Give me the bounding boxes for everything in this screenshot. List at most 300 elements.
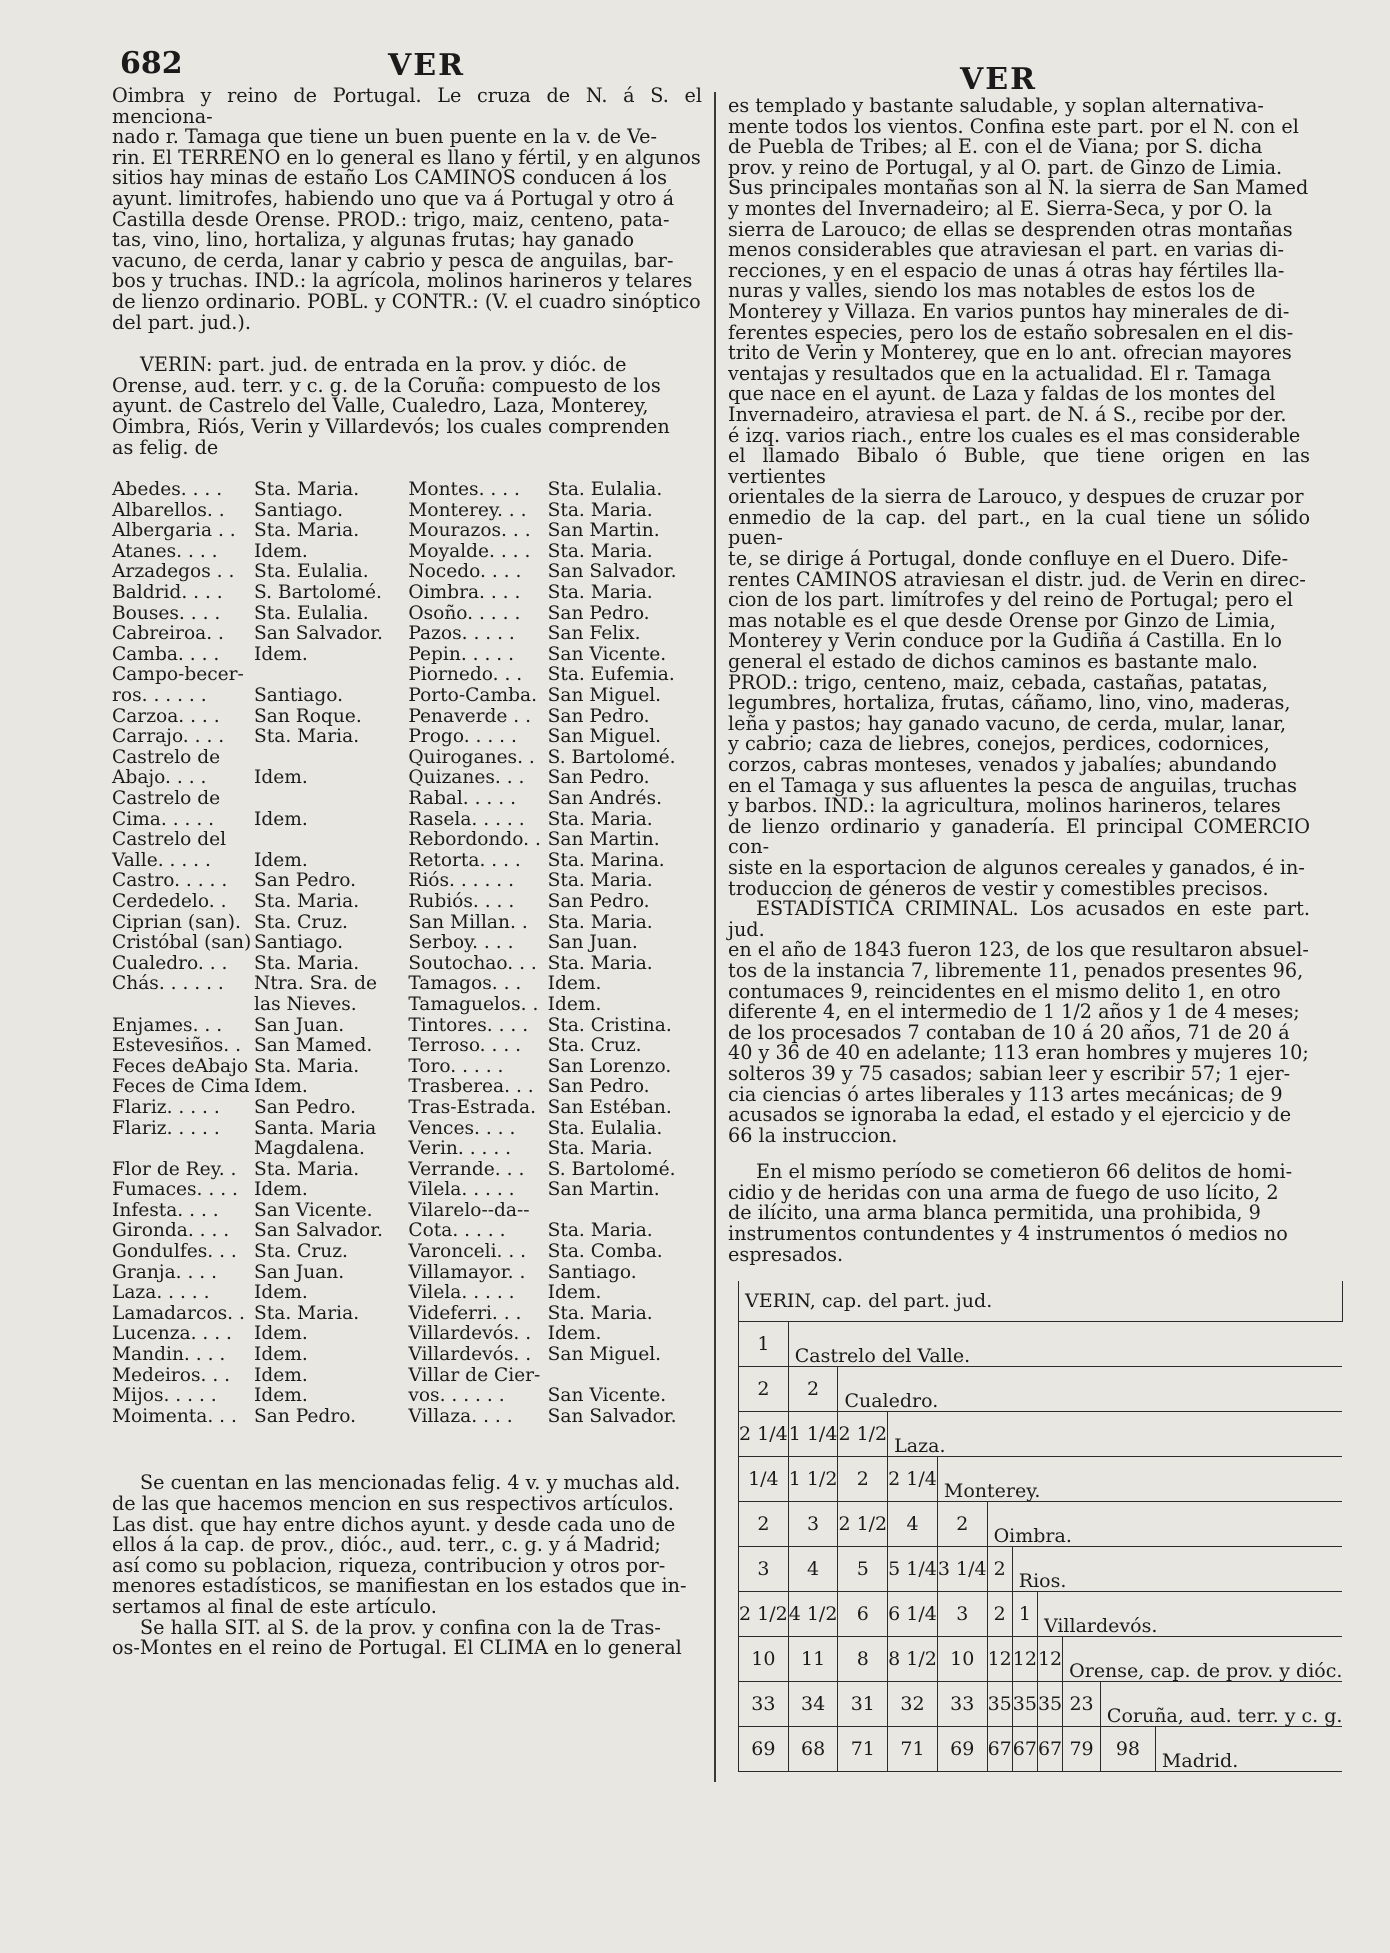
distance-value: 2 xyxy=(838,1457,888,1502)
parish-saint: Idem. xyxy=(254,643,308,665)
parish-saint: Sta. Cristina. xyxy=(547,1014,672,1036)
parish-saint: Santiago. xyxy=(547,1261,637,1283)
parish-saint: Ntra. Sra. de xyxy=(254,973,378,995)
text-line: mas notable es el que desde Orense por Ginzo de Limia, xyxy=(728,608,1276,632)
parish-name: Terroso. . . . xyxy=(408,1035,522,1057)
distance-value: 2 1/4 xyxy=(739,1412,789,1457)
parish-saint: Sta. Eulalia. xyxy=(547,1117,663,1139)
parish-row xyxy=(112,871,702,892)
parish-name: Abajo. . . . xyxy=(112,767,207,789)
text-line: de ilícito, una arma blanca permitida, una prohibida, 9 xyxy=(728,1201,1261,1225)
parish-row xyxy=(112,1201,702,1222)
distance-row-label: Monterey. xyxy=(937,1457,1342,1502)
distance-row xyxy=(739,1727,1343,1772)
distance-value: 2 xyxy=(739,1502,789,1547)
parish-name: Cabreiroa. . xyxy=(112,623,224,645)
text-line: Oimbra y reino de Portugal. Le cruza de N. á S. el menciona- xyxy=(112,84,702,128)
parish-row xyxy=(112,583,702,604)
text-line: ayunt. limitrofes, habiendo uno que va á Portugal y otro á xyxy=(112,186,675,210)
parish-name: Camba. . . . xyxy=(112,643,220,665)
parish-name: Soutochao. . . xyxy=(408,952,537,974)
text-line: es templado y bastante saludable, y soplan alternativa- xyxy=(728,94,1264,117)
parish-saint: San Pedro. xyxy=(547,890,650,912)
parish-name: Carrajo. . . . xyxy=(112,726,225,748)
parish-saint: Sta. Cruz. xyxy=(254,911,348,933)
parish-name: Varonceli. . . xyxy=(408,1241,527,1263)
parish-row xyxy=(112,542,702,563)
text-line: de Puebla de Tribes; al E. con el de Viana; por S. dicha xyxy=(728,135,1263,159)
distance-value: 2 xyxy=(987,1547,1012,1592)
parish-name: Moyalde. . . . xyxy=(408,540,531,562)
parish-name: Retorta. . . . xyxy=(408,849,521,871)
parish-name: Monterey. . . xyxy=(408,499,527,521)
text-line: ESTADÍSTICA CRIMINAL. Los acusados en este part. jud. xyxy=(728,897,1310,941)
text-line: cidio y de heridas con una arma de fuego de uso lícito, 2 xyxy=(728,1180,1279,1204)
parish-name xyxy=(112,1139,254,1160)
distance-value: 68 xyxy=(788,1727,838,1772)
text-line: corzos, cabras monteses, venados y jabalíes; abundando xyxy=(728,753,1277,776)
distance-value: 69 xyxy=(739,1727,789,1772)
parish-saint xyxy=(254,830,408,851)
text-line: de lienzo ordinario y ganadería. El principal COMERCIO con- xyxy=(728,814,1310,859)
parish-row xyxy=(112,1345,702,1366)
text-line: bos y truchas. IND.: la agrícola, molinos harineros y telares xyxy=(112,269,693,293)
parish-row xyxy=(112,1180,702,1201)
parish-saint: Idem. xyxy=(254,767,308,789)
parish-row xyxy=(112,1283,702,1304)
parish-saint: S. Bartolomé. xyxy=(254,582,382,604)
text-line: recciones, y en el espacio de unas á otras hay fértiles lla- xyxy=(728,258,1285,282)
parish-saint: San Roque. xyxy=(254,705,362,727)
parish-name: Castro. . . . . xyxy=(112,870,228,892)
text-line: del part. jud.). xyxy=(112,310,251,334)
distance-row-label: Castrelo del Valle. xyxy=(788,1322,1342,1367)
parish-saint: S. Bartolomé. xyxy=(547,1158,676,1180)
parish-row xyxy=(112,748,702,769)
parish-saint: San Pedro. xyxy=(547,1076,650,1098)
text-line: instrumentos contundentes y 4 instrumentos ó medios no xyxy=(728,1222,1288,1246)
distance-value: 3 xyxy=(937,1592,987,1637)
parish-saint: Sta. Maria. xyxy=(547,1138,653,1160)
parish-row xyxy=(112,830,702,851)
parish-name: Serboy. . . . xyxy=(408,932,514,954)
text-line: te, se dirige á Portugal, donde confluye en el Duero. Dife- xyxy=(728,547,1289,571)
distance-row-label: Coruña, aud. terr. y c. g. xyxy=(1100,1682,1342,1727)
text-line: en el año de 1843 fueron 123, de los que resultaron absuel- xyxy=(728,938,1309,962)
parish-saint: Sta. Maria. xyxy=(254,952,360,974)
text-line: sitios hay minas de estaño Los CAMINOS conducen á los xyxy=(112,166,667,190)
parish-saint: San Juan. xyxy=(254,1261,345,1283)
parish-saint: Santiago. xyxy=(254,685,344,707)
parish-name: Castrelo de xyxy=(112,746,221,768)
parish-row xyxy=(112,501,702,522)
distance-value: 2 1/2 xyxy=(838,1502,888,1547)
text-line: VERIN: part. jud. de entrada en la prov. y dióc. de xyxy=(140,353,627,377)
text-line: sierra de Larouco; de ellas se desprenden otras montañas xyxy=(728,217,1293,241)
text-line: rentes CAMINOS atraviesan el distr. jud. de Verin en direc- xyxy=(728,567,1306,591)
distance-value: 8 1/2 xyxy=(888,1637,938,1682)
parish-saint: Idem. xyxy=(547,993,602,1015)
parish-name: Progo. . . . . xyxy=(408,726,517,748)
parish-name: Tintores. . . . xyxy=(408,1014,529,1036)
parish-saint: San Lorenzo. xyxy=(547,1055,672,1077)
text-line: de lienzo ordinario. POBL. y CONTR.: (V. el cuadro sinóptico xyxy=(112,289,701,313)
distance-value: 6 xyxy=(838,1592,888,1637)
parish-saint: Sta. Eulalia. xyxy=(254,602,369,624)
distance-value: 12 xyxy=(1037,1637,1062,1682)
parish-name: Pepin. . . . . xyxy=(408,643,515,665)
parish-saint: San Salvador. xyxy=(254,1220,383,1242)
text-line: Las dist. que hay entre dichos ayunt. y desde cada uno de xyxy=(112,1512,676,1536)
distance-value: 2 xyxy=(987,1592,1012,1637)
parish-name: Feces deAbajo xyxy=(112,1055,249,1077)
parish-name: Rasela. . . . . xyxy=(408,808,525,830)
parish-name: Mourazos. . . xyxy=(408,520,531,542)
parish-name: Moimenta. . . xyxy=(112,1405,237,1427)
distance-value: 71 xyxy=(888,1727,938,1772)
text-line: leña y pastos; hay ganado vacuno, de cerda, mular, lanar, xyxy=(728,711,1287,735)
parish-saint: Sta. Comba. xyxy=(547,1241,663,1263)
parish-list xyxy=(112,480,702,1427)
parish-row xyxy=(112,1139,702,1160)
parish-name: Cima. . . . . xyxy=(112,808,215,830)
distance-value: 67 xyxy=(987,1727,1012,1772)
parish-row xyxy=(112,1098,702,1119)
text-line: y cabrio; caza de liebres, conejos, perdices, codornices, xyxy=(728,732,1270,756)
parish-saint xyxy=(254,789,408,810)
parish-name: Quiroganes. . xyxy=(408,746,535,768)
text-line: enmedio de la cap. del part., en la cual tiene un sólido puen- xyxy=(728,505,1310,550)
parish-saint: San Vicente. xyxy=(254,1199,373,1221)
parish-name: Villardevós. . xyxy=(408,1323,532,1345)
distance-value: 3 1/4 xyxy=(937,1547,987,1592)
parish-saint: Sta. Eulalia. xyxy=(254,561,369,583)
running-head-right: VER xyxy=(960,62,1038,97)
parish-saint: Idem. xyxy=(254,1344,308,1366)
parish-name: Gironda. . . . xyxy=(112,1220,230,1242)
parish-name: Arzadegos . . xyxy=(112,561,235,583)
parish-saint: Idem. xyxy=(254,1323,308,1345)
text-line: nuras y valles, siendo los mas notables de estos los de xyxy=(728,279,1256,303)
distance-value: 98 xyxy=(1100,1727,1155,1772)
parish-saint: Sta. Maria. xyxy=(547,499,653,521)
distance-row xyxy=(739,1457,1343,1502)
text-line: acusados se ignoraba la edad, el estado y el ejercicio y de xyxy=(728,1103,1292,1127)
text-line: que nace en el ayunt. de Laza y faldas de los montes del xyxy=(728,382,1276,406)
parish-name: Villar de Cier- xyxy=(408,1364,541,1386)
parish-row xyxy=(112,1263,702,1284)
distance-table-title: VERIN, cap. del part. jud. xyxy=(739,1281,1343,1322)
crime-paragraph xyxy=(728,1162,1310,1265)
distance-value: 2 1/4 xyxy=(888,1457,938,1502)
parish-name: Piornedo. . . xyxy=(408,664,523,686)
parish-row xyxy=(112,1119,702,1140)
text-line: y barbos. IND.: la agricultura, molinos harineros, telares xyxy=(728,794,1281,818)
parish-saint: Sta. Eufemia. xyxy=(547,664,675,686)
parish-row xyxy=(112,954,702,975)
parish-row xyxy=(112,727,702,748)
distance-value: 35 xyxy=(1037,1682,1062,1727)
parish-saint: Idem. xyxy=(254,1364,308,1386)
closing-paragraph xyxy=(112,1473,702,1658)
parish-saint: Idem. xyxy=(547,1282,602,1304)
parish-row xyxy=(112,1324,702,1345)
text-line: y montes del Invernadeiro; al E. Sierra-Seca, y por O. la xyxy=(728,196,1273,220)
text-line: troduccion de géneros de vestir y comestibles precisos. xyxy=(728,876,1269,900)
text-line: contumaces 9, reincidentes en el mismo delito 1, en otro xyxy=(728,979,1281,1003)
text-line: ayunt. de Castrelo del Valle, Cualedro, Laza, Monterey, xyxy=(112,394,649,418)
parish-name: Rubiós. . . . xyxy=(408,890,515,912)
parish-saint: San Vicente. xyxy=(547,643,667,665)
text-line: Castilla desde Orense. PROD.: trigo, maiz, centeno, pata- xyxy=(112,207,670,231)
parish-name: Albarellos. . xyxy=(112,499,225,521)
parish-name: Porto-Camba. xyxy=(408,685,537,707)
text-line: Sus principales montañas son al N. la sierra de San Mamed xyxy=(728,176,1309,200)
distance-row-label: Oimbra. xyxy=(987,1502,1342,1547)
distance-value: 79 xyxy=(1063,1727,1101,1772)
parish-name: Medeiros. . . xyxy=(112,1364,231,1386)
parish-name: Riós. . . . . . xyxy=(408,870,515,892)
parish-saint: Santiago. xyxy=(254,499,344,521)
parish-name: Vilela. . . . . xyxy=(408,1282,515,1304)
parish-name: Albergaria . . xyxy=(112,520,236,542)
parish-row xyxy=(112,1160,702,1181)
text-line: solteros 39 y 75 casados; sabian leer y escribir 57; 1 ejer- xyxy=(728,1061,1291,1085)
parish-name: Vilela. . . . . xyxy=(408,1179,515,1201)
parish-name: Tras-Estrada. xyxy=(408,1096,537,1118)
left-column xyxy=(112,86,702,1659)
parish-name: Verin. . . . . xyxy=(408,1138,512,1160)
distance-value: 2 xyxy=(937,1502,987,1547)
parish-row xyxy=(112,789,702,810)
parish-name: Montes. . . . xyxy=(408,479,520,501)
parish-name: Flor de Rey. . xyxy=(112,1158,237,1180)
distance-value: 8 xyxy=(838,1637,888,1682)
text-line: Se halla SIT. al S. de la prov. y confina con la de Tras- xyxy=(140,1615,661,1639)
parish-saint: Santa. Maria xyxy=(254,1117,377,1139)
parish-saint: Idem. xyxy=(254,1282,308,1304)
parish-name: Enjames. . . xyxy=(112,1014,223,1036)
text-line: cion de los part. limítrofes y del reino de Portugal; pero el xyxy=(728,588,1294,612)
distance-row xyxy=(739,1547,1343,1592)
parish-saint: San Salvador. xyxy=(547,1405,677,1427)
parish-name: Rebordondo. . xyxy=(408,829,541,851)
parish-saint: Idem. xyxy=(547,973,602,995)
right-column xyxy=(728,94,1343,1772)
parish-name: vos. . . . . . xyxy=(408,1385,505,1407)
distance-row xyxy=(739,1502,1343,1547)
parish-row xyxy=(112,562,702,583)
parish-saint: Sta. Maria. xyxy=(547,870,653,892)
parish-saint xyxy=(548,1201,702,1222)
text-line: siste en la esportacion de algunos cereales y ganados, é in- xyxy=(728,855,1305,879)
distance-value: 67 xyxy=(1037,1727,1062,1772)
text-line: así como su poblacion, riqueza, contribucion y otros por- xyxy=(112,1553,666,1577)
parish-row xyxy=(112,1036,702,1057)
parish-name: Penaverde . . xyxy=(408,705,532,727)
parish-name: San Millan. . xyxy=(408,911,528,933)
parish-saint xyxy=(254,748,408,769)
parish-saint: Sta. Maria. xyxy=(547,952,653,974)
parish-name: Villaza. . . . xyxy=(408,1405,513,1427)
text-line: Orense, aud. terr. y c. g. de la Coruña: compuesto de los xyxy=(112,373,661,397)
distance-value: 67 xyxy=(1012,1727,1037,1772)
parish-saint: San Salvador. xyxy=(254,623,383,645)
parish-saint: San Salvador. xyxy=(547,561,677,583)
parish-saint: San Pedro. xyxy=(547,602,650,624)
parish-saint: Santiago. xyxy=(254,932,344,954)
parish-saint: Sta. Maria. xyxy=(254,1302,360,1324)
parish-row xyxy=(112,1304,702,1325)
distance-value: 5 1/4 xyxy=(888,1547,938,1592)
text-line: legumbres, hortaliza, frutas, cáñamo, lino, vino, maderas, xyxy=(728,691,1291,715)
distance-value: 2 1/2 xyxy=(838,1412,888,1457)
parish-name: Bouses. . . . xyxy=(112,602,221,624)
parish-saint: San Martin. xyxy=(547,829,660,851)
parish-saint: Idem. xyxy=(254,1385,308,1407)
parish-saint: S. Bartolomé. xyxy=(547,746,676,768)
parish-name: Vilarelo--da-- xyxy=(408,1199,530,1221)
distance-value: 3 xyxy=(739,1547,789,1592)
text-line: ferentes especies, pero los de estaño sobresalen en el dis- xyxy=(728,320,1294,344)
text-line: diferente 4, en el intermedio de 1 1/2 años y 1 de 4 meses; xyxy=(728,1000,1300,1024)
text-line: Se cuentan en las mencionadas felig. 4 v. y muchas ald. xyxy=(140,1471,681,1495)
distance-value: 2 xyxy=(788,1367,838,1412)
distance-value: 2 1/2 xyxy=(739,1592,789,1637)
text-line: é izq. varios riach., entre los cuales es el mas considerable xyxy=(728,423,1301,447)
parish-name: Nocedo. . . . xyxy=(408,561,522,583)
distance-value: 1/4 xyxy=(739,1457,789,1502)
parish-name: Rabal. . . . . xyxy=(408,788,516,809)
parish-saint: San Juan. xyxy=(547,932,638,954)
parish-row xyxy=(112,768,702,789)
parish-name: Abedes. . . . xyxy=(112,479,223,501)
distance-value: 1 xyxy=(739,1322,789,1367)
parish-row xyxy=(112,995,702,1016)
parish-row xyxy=(112,1077,702,1098)
distance-value: 69 xyxy=(937,1727,987,1772)
parish-name: Toro. . . . . xyxy=(408,1055,504,1077)
distance-row-label: Laza. xyxy=(888,1412,1343,1457)
parish-name: Castrelo de xyxy=(112,788,221,809)
text-line: nado r. Tamaga que tiene un buen puente en la v. de Ve- xyxy=(112,125,658,149)
parish-saint: Idem. xyxy=(254,540,308,562)
distance-row xyxy=(739,1322,1343,1367)
parish-name: Trasberea. . . xyxy=(408,1076,534,1098)
parish-name: Laza. . . . . xyxy=(112,1282,210,1304)
parish-saint: Sta. Maria. xyxy=(254,520,360,542)
distance-value: 31 xyxy=(838,1682,888,1727)
parish-row xyxy=(112,892,702,913)
text-line: En el mismo período se cometieron 66 delitos de homi- xyxy=(756,1160,1293,1184)
parish-row xyxy=(112,1016,702,1037)
parish-saint: Magdalena. xyxy=(254,1138,365,1160)
text-line: Monterey y Villaza. En varios puntos hay minerales de di- xyxy=(728,299,1290,323)
parish-saint: Sta. Maria. xyxy=(547,1302,653,1324)
parish-name: Campo-becer- xyxy=(112,664,244,686)
distance-value: 10 xyxy=(739,1637,789,1682)
parish-name: Tamaguelos. . xyxy=(408,993,539,1015)
distance-value: 35 xyxy=(1012,1682,1037,1727)
parish-row xyxy=(112,974,702,995)
parish-saint: las Nieves. xyxy=(254,993,357,1015)
parish-saint: San Miguel. xyxy=(547,726,662,748)
distance-row-label: Cualedro. xyxy=(838,1367,1342,1412)
parish-name: Quizanes. . . xyxy=(408,767,525,789)
text-line: 66 la instruccion. xyxy=(728,1123,898,1147)
parish-row xyxy=(112,686,702,707)
text-line: Invernadeiro, atraviesa el part. de N. á S., recibe por der. xyxy=(728,402,1287,426)
parish-saint: San Miguel. xyxy=(547,685,662,707)
parish-name: Flariz. . . . . xyxy=(112,1117,220,1139)
parish-name: Cualedro. . . xyxy=(112,952,228,974)
parish-saint: Idem. xyxy=(254,849,308,871)
distance-value: 2 xyxy=(739,1367,789,1412)
parish-row xyxy=(112,1242,702,1263)
distance-row xyxy=(739,1412,1343,1457)
parish-saint: Sta. Maria. xyxy=(254,479,360,501)
parish-saint: Sta. Maria. xyxy=(254,726,360,748)
parish-saint: Sta. Maria. xyxy=(254,1158,360,1180)
parish-saint: Sta. Maria. xyxy=(547,540,653,562)
parish-row xyxy=(112,933,702,954)
text-line: ventajas y resultados que en la actualidad. El r. Tamaga xyxy=(728,361,1272,385)
parish-name: Lamadarcos. . xyxy=(112,1302,245,1324)
parish-name: Ciprian (san). xyxy=(112,911,241,933)
text-line: cia ciencias ó artes liberales y 113 artes mecánicas; de 9 xyxy=(728,1082,1283,1106)
distance-value: 4 1/2 xyxy=(788,1592,838,1637)
parish-row xyxy=(112,1057,702,1078)
parish-name: Estevesiños. . xyxy=(112,1035,242,1057)
text-line: el llamado Bibalo ó Buble, que tiene origen en las vertientes xyxy=(728,444,1310,488)
parish-saint: San Pedro. xyxy=(254,870,356,892)
parish-saint: Sta. Maria. xyxy=(547,582,653,604)
parish-saint: San Pedro. xyxy=(254,1405,356,1427)
parish-name: Flariz. . . . . xyxy=(112,1096,220,1118)
verin-entry-paragraph xyxy=(112,355,702,458)
parish-name: Fumaces. . . . xyxy=(112,1179,238,1201)
text-line: 40 y 36 de 40 en adelante; 113 eran hombres y mujeres 10; xyxy=(728,1041,1309,1065)
parish-saint: Idem. xyxy=(254,1179,308,1201)
distance-value: 5 xyxy=(838,1547,888,1592)
text-line: ellos á la cap. de prov., dióc., aud. terr., c. g. y á Madrid; xyxy=(112,1533,661,1557)
parish-row xyxy=(112,480,702,501)
distance-table xyxy=(738,1281,1343,1772)
text-line: menores estadísticos, se manifiestan en los estados que in- xyxy=(112,1574,687,1598)
parish-name: Pazos. . . . . xyxy=(408,623,515,645)
parish-saint: San Pedro. xyxy=(254,1096,356,1118)
parish-saint: Sta. Cruz. xyxy=(547,1035,642,1057)
parish-name: Vences. . . . xyxy=(408,1117,516,1139)
parish-name xyxy=(112,995,254,1016)
parish-saint: Idem. xyxy=(254,1076,308,1098)
parish-name: Chás. . . . . . xyxy=(112,973,224,995)
parish-saint: Sta. Cruz. xyxy=(254,1241,348,1263)
parish-saint: San Estéban. xyxy=(547,1096,672,1118)
distance-value: 32 xyxy=(888,1682,938,1727)
parish-saint: San Pedro. xyxy=(547,767,650,789)
parish-saint: San Felix. xyxy=(547,623,641,645)
distance-value: 1 1/2 xyxy=(788,1457,838,1502)
parish-saint: Idem. xyxy=(254,808,308,830)
parish-name: Mandin. . . . xyxy=(112,1344,226,1366)
parish-name: Tamagos. . . xyxy=(408,973,522,995)
distance-row xyxy=(739,1682,1343,1727)
distance-row xyxy=(739,1637,1343,1682)
parish-saint: San Juan. xyxy=(254,1014,345,1036)
parish-name: Valle. . . . . xyxy=(112,849,211,871)
parish-name: Lucenza. . . . xyxy=(112,1323,232,1345)
